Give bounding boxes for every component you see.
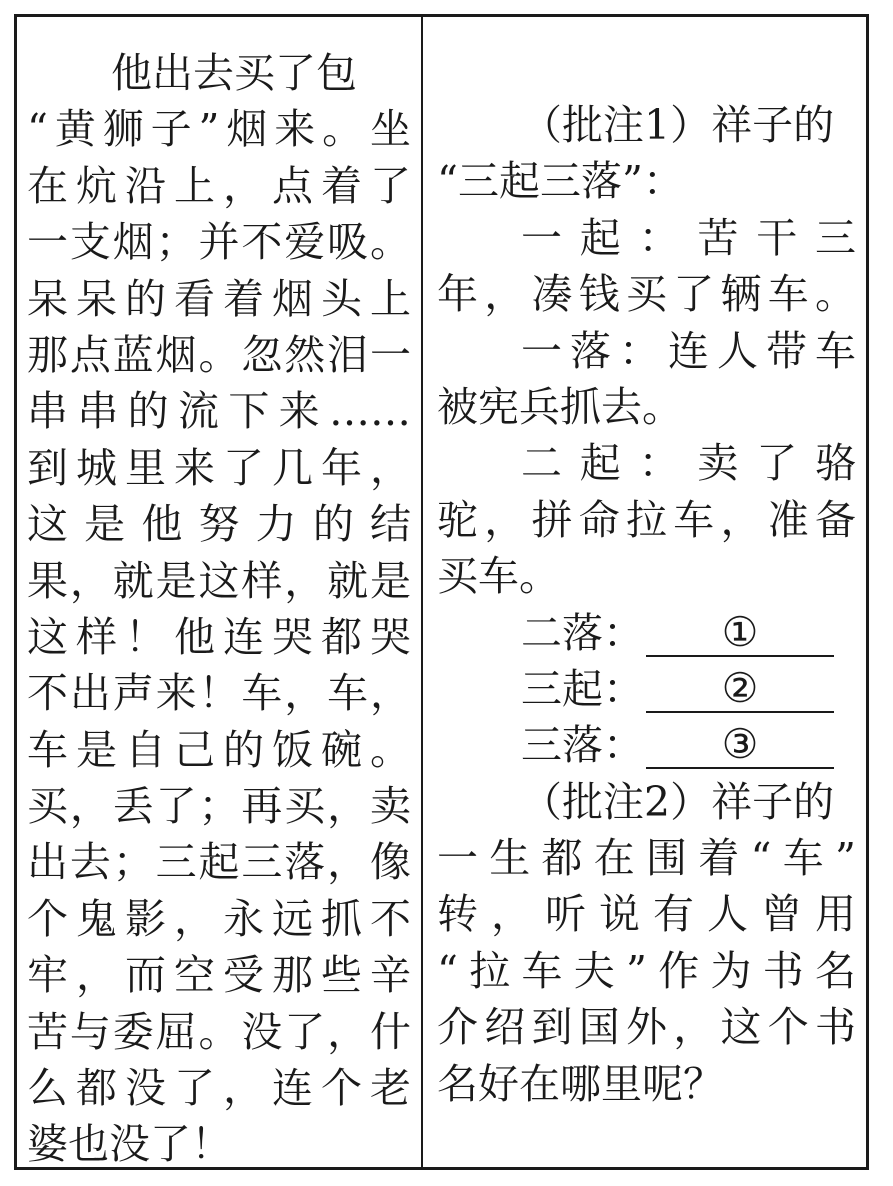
note1-line: 二起：卖了骆 xyxy=(521,439,856,488)
annotation-column xyxy=(423,17,866,1167)
note2-line: 一生都在围着“车” xyxy=(437,834,856,883)
note1-line: “三起三落”： xyxy=(437,157,684,206)
passage-line: 苦与委屈。没了，什 xyxy=(27,1007,411,1056)
note1-line: 被宪兵抓去。 xyxy=(437,382,683,431)
answer-blank[interactable]: ③ xyxy=(646,721,834,769)
note1-line: 驼，拼命拉车，准备 xyxy=(437,495,856,544)
passage-line: 呆呆的看着烟头上 xyxy=(27,274,411,323)
passage-line: 买，丢了；再买，卖 xyxy=(27,782,411,831)
passage-line: 这是他努力的结 xyxy=(27,500,411,549)
note1-line: 年，凑钱买了辆车。 xyxy=(437,270,856,319)
note1-line: 买车。 xyxy=(437,552,560,601)
passage-line: 那点蓝烟。忽然泪一 xyxy=(27,330,411,379)
fill-blank-label: 三落： xyxy=(521,721,644,770)
annotation-table xyxy=(14,14,869,1170)
passage-line: 车是自己的饭碗。 xyxy=(27,725,411,774)
note1-heading: （批注1）祥子的 xyxy=(521,101,835,149)
passage-line: 么都没了，连个老 xyxy=(27,1064,411,1113)
passage-line: 他出去买了包 xyxy=(111,49,357,97)
note2-line: 名好在哪里呢？ xyxy=(437,1059,724,1108)
fill-blank-3 xyxy=(437,717,856,773)
fill-blank-1 xyxy=(437,605,856,661)
fill-blank-label: 三起： xyxy=(521,664,644,713)
note2-line: 介绍到国外，这个书 xyxy=(437,1003,856,1052)
passage-line: 出去；三起三落，像 xyxy=(27,838,411,887)
note2-heading: （批注2）祥子的 xyxy=(521,777,835,826)
answer-blank[interactable]: ② xyxy=(646,665,834,713)
note2-line: 转，听说有人曾用 xyxy=(437,890,856,939)
note1-line: 一起：苦干三 xyxy=(521,213,856,262)
passage-line: 在炕沿上，点着了 xyxy=(27,161,411,210)
note1-line: 一落：连人带车 xyxy=(521,326,856,375)
answer-blank[interactable]: ① xyxy=(646,609,834,657)
passage-line: 牢，而空受那些辛 xyxy=(27,951,411,1000)
passage-line: 这样！他连哭都哭 xyxy=(27,612,411,661)
passage-line: 串串的流下来…… xyxy=(27,387,411,436)
passage-line: 到城里来了几年， xyxy=(27,443,411,492)
fill-blank-2 xyxy=(437,661,856,717)
passage-line: 一支烟；并不爱吸。 xyxy=(27,218,411,267)
passage-line: 不出声来！车，车， xyxy=(27,669,411,718)
passage-line: “黄狮子”烟来。坐 xyxy=(27,105,411,154)
fill-blank-label: 二落： xyxy=(521,608,644,657)
passage-line: 果，就是这样，就是 xyxy=(27,556,411,605)
passage-line: 个鬼影，永远抓不 xyxy=(27,894,411,943)
passage-line: 婆也没了！ xyxy=(27,1120,232,1169)
note2-line: “拉车夫”作为书名 xyxy=(437,946,856,995)
passage-column xyxy=(17,17,423,1167)
